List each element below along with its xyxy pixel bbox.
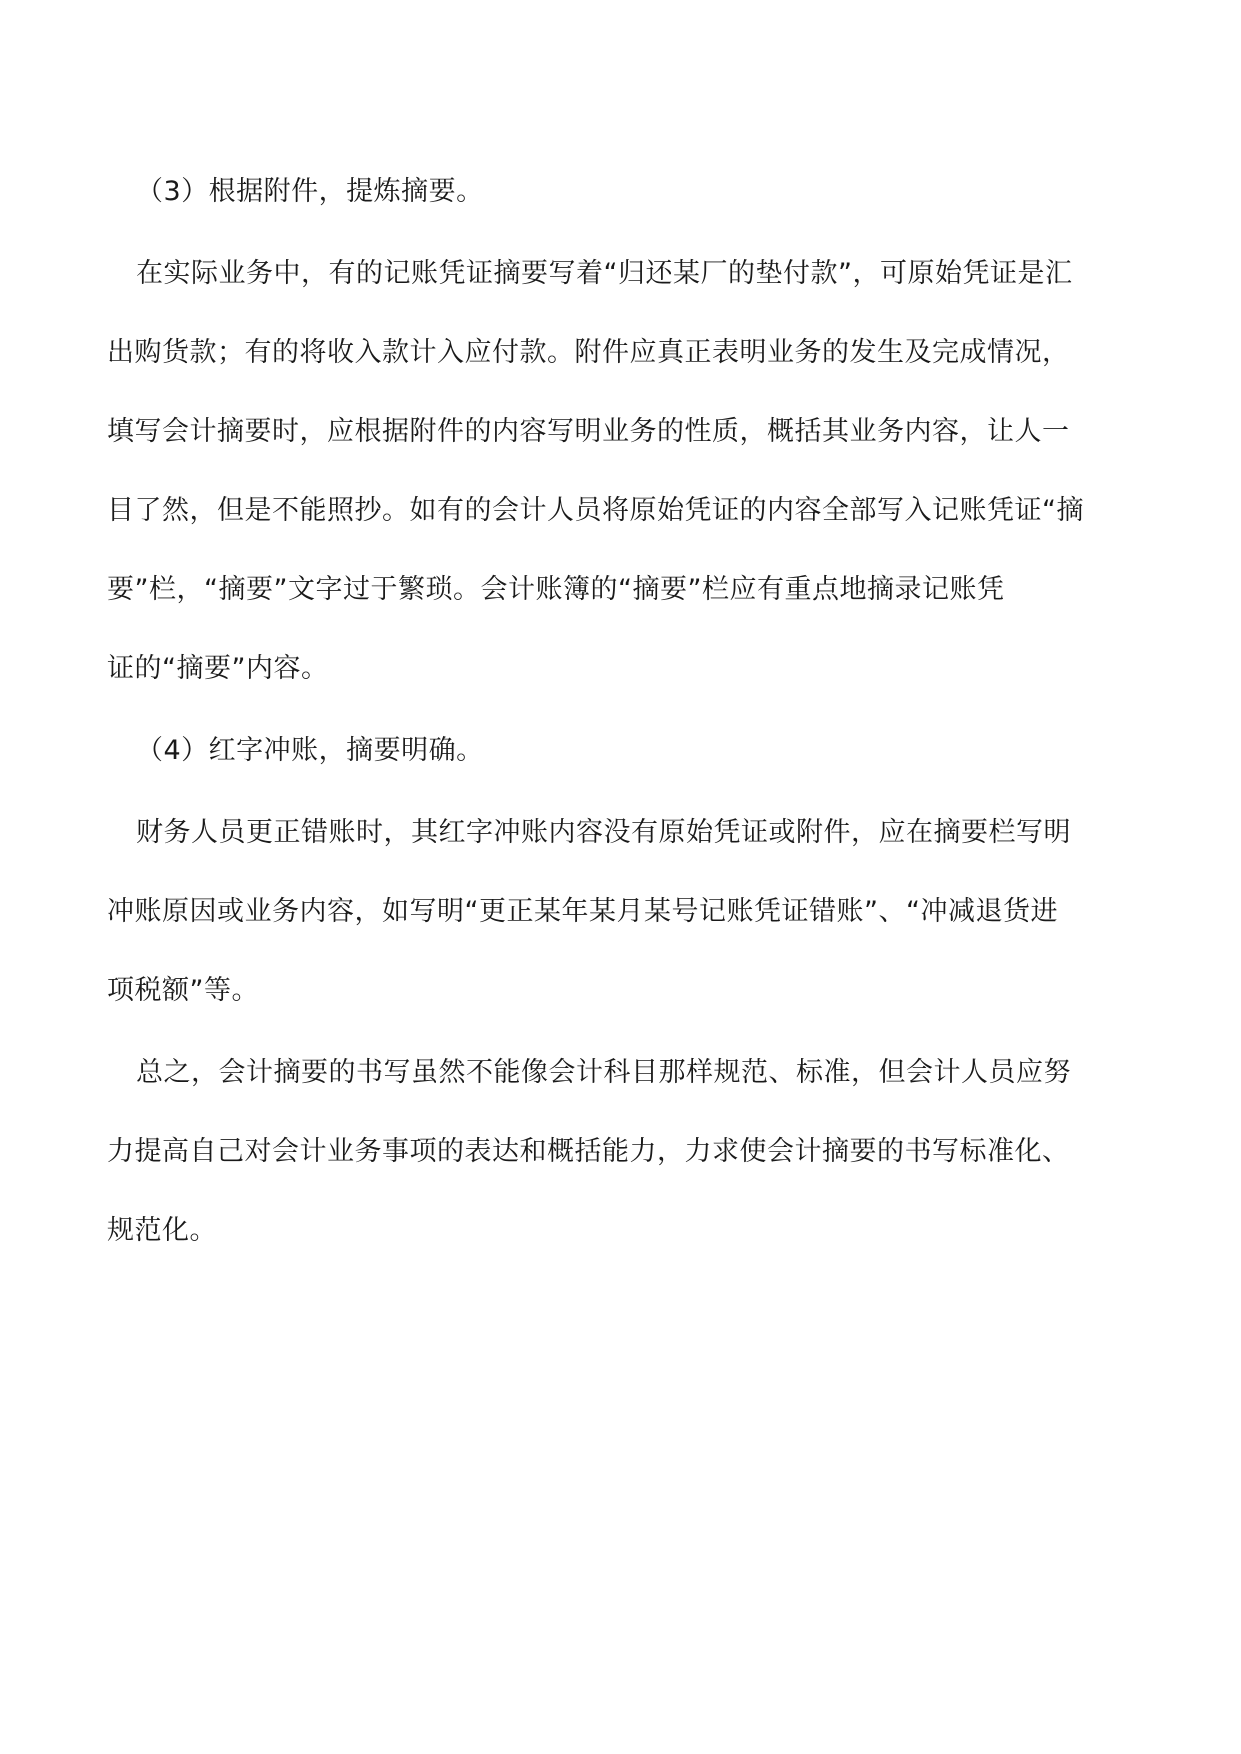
paragraph-1-line-2: 出购货款；有的将收入款计入应付款。附件应真正表明业务的发生及完成情况，: [107, 337, 1070, 368]
section-heading-3: （3）根据附件，提炼摘要。: [136, 176, 484, 207]
paragraph-1-line-4: 目了然，但是不能照抄。如有的会计人员将原始凭证的内容全部写入记账凭证“摘: [107, 495, 1084, 526]
paragraph-3-line-3: 规范化。: [107, 1215, 217, 1246]
paragraph-1-line-3: 填写会计摘要时，应根据附件的内容写明业务的性质，概括其业务内容，让人一: [107, 416, 1070, 447]
paragraph-3-line-1: 总之，会计摘要的书写虽然不能像会计科目那样规范、标准，但会计人员应努: [136, 1057, 1071, 1088]
paragraph-3-line-2: 力提高自己对会计业务事项的表达和概括能力，力求使会计摘要的书写标准化、: [107, 1136, 1070, 1167]
paragraph-2-line-3: 项税额”等。: [107, 975, 259, 1006]
paragraph-2-line-2: 冲账原因或业务内容，如写明“更正某年某月某号记账凭证错账”、“冲减退货进: [107, 896, 1058, 927]
paragraph-1-line-6: 证的“摘要”内容。: [107, 653, 329, 684]
paragraph-1-line-1: 在实际业务中，有的记账凭证摘要写着“归还某厂的垫付款”，可原始凭证是汇: [136, 258, 1073, 289]
paragraph-2-line-1: 财务人员更正错账时，其红字冲账内容没有原始凭证或附件，应在摘要栏写明: [136, 817, 1071, 848]
section-heading-4: （4）红字冲账，摘要明确。: [136, 735, 484, 766]
paragraph-1-line-5: 要”栏，“摘要”文字过于繁琐。会计账簿的“摘要”栏应有重点地摘录记账凭: [107, 574, 1005, 605]
